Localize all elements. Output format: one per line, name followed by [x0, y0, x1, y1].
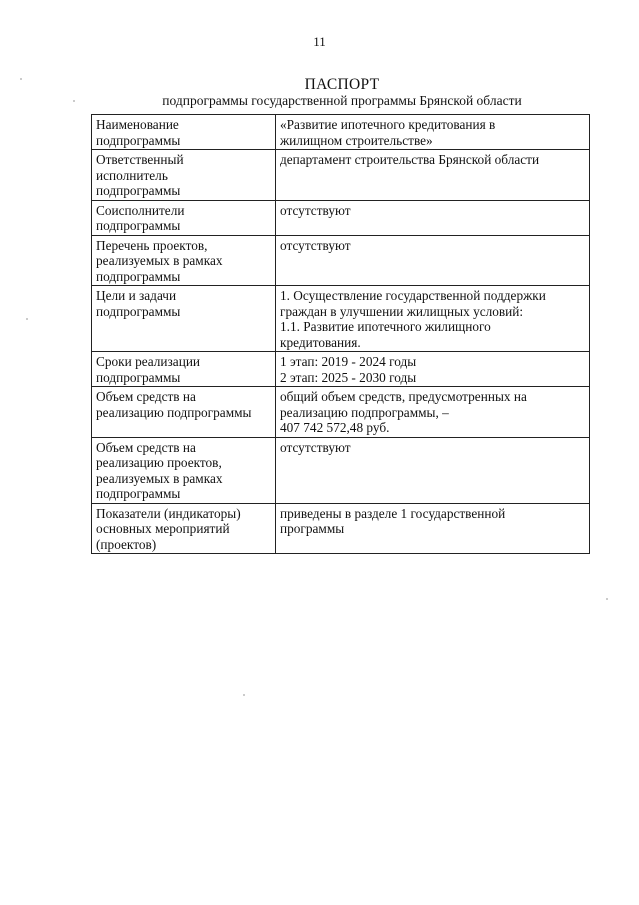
cell-text-line: Объем средств на: [96, 439, 196, 455]
scan-speck: [243, 694, 245, 696]
row-value-cell: [276, 150, 590, 201]
passport-row: [92, 387, 590, 438]
passport-row: [92, 437, 590, 503]
cell-text-line: Соисполнители: [96, 202, 185, 218]
cell-text-line: Сроки реализации: [96, 354, 201, 369]
cell-text-line: подпрограммы: [96, 369, 181, 385]
row-label-cell: [92, 437, 276, 503]
document-title: ПАСПОРТ: [304, 76, 380, 93]
cell-text-line: 2 этап: 2025 - 2030 годы: [280, 369, 417, 385]
cell-text-line: отсутствуют: [280, 237, 351, 253]
document-subtitle: подпрограммы государственной программы Брянской области: [162, 93, 522, 108]
row-value-cell: [276, 200, 590, 235]
row-label-cell: [92, 503, 276, 554]
cell-text-line: отсутствуют: [280, 439, 351, 455]
row-label-cell: [92, 150, 276, 201]
passport-row: [92, 286, 590, 352]
scan-speck: [606, 598, 608, 600]
cell-text-line: исполнитель: [96, 167, 168, 183]
scan-speck: [20, 78, 22, 80]
scan-speck: [73, 100, 75, 102]
cell-text-line: Объем средств на: [96, 389, 196, 404]
cell-text-line: реализацию подпрограммы, –: [280, 404, 449, 420]
cell-text-line: 407 742 572,48 руб.: [280, 420, 390, 435]
cell-text-line: реализуемых в рамках: [96, 470, 223, 486]
row-value-cell: [276, 437, 590, 503]
row-value-cell: [276, 387, 590, 438]
cell-text-line: программы: [280, 521, 345, 536]
passport-row: [92, 150, 590, 201]
row-value-cell: [276, 286, 590, 352]
passport-row: [92, 115, 590, 150]
passport-row: [92, 235, 590, 286]
cell-text-line: подпрограммы: [96, 132, 181, 148]
cell-text-line: Наименование: [96, 117, 179, 132]
cell-text-line: 1 этап: 2019 - 2024 годы: [280, 354, 417, 369]
row-label-cell: [92, 387, 276, 438]
cell-text-line: «Развитие ипотечного кредитования в: [280, 117, 496, 132]
row-label-cell: [92, 115, 276, 150]
row-value-cell: [276, 503, 590, 554]
cell-text-line: подпрограммы: [96, 303, 181, 319]
cell-text-line: реализацию подпрограммы: [96, 404, 252, 420]
cell-text-line: 1. Осуществление государственной поддержки: [280, 288, 546, 303]
cell-text-line: департамент строительства Брянской области: [280, 152, 540, 167]
passport-row: [92, 200, 590, 235]
cell-text-line: реализацию проектов,: [96, 455, 222, 470]
row-label-cell: [92, 352, 276, 387]
cell-text-line: подпрограммы: [96, 486, 181, 501]
cell-text-line: 1.1. Развитие ипотечного жилищного: [280, 319, 491, 334]
row-label-cell: [92, 235, 276, 286]
cell-text-line: Ответственный: [96, 152, 184, 167]
cell-text-line: отсутствуют: [280, 202, 351, 218]
cell-text-line: реализуемых в рамках: [96, 253, 223, 268]
cell-text-line: подпрограммы: [96, 268, 181, 284]
page-number: 11: [313, 34, 326, 49]
row-value-cell: [276, 235, 590, 286]
passport-table-body: [92, 115, 590, 554]
cell-text-line: (проектов): [96, 536, 157, 552]
cell-text-line: граждан в улучшении жилищных условий:: [280, 303, 524, 319]
cell-text-line: Показатели (индикаторы): [96, 505, 241, 521]
row-value-cell: [276, 352, 590, 387]
passport-row: [92, 503, 590, 554]
cell-text-line: жилищном строительстве»: [280, 132, 433, 148]
cell-text-line: подпрограммы: [96, 218, 181, 233]
cell-text-line: Цели и задачи: [96, 288, 177, 303]
cell-text-line: основных мероприятий: [96, 521, 230, 536]
row-value-cell: [276, 115, 590, 150]
cell-text-line: приведены в разделе 1 государственной: [280, 505, 506, 521]
cell-text-line: подпрограммы: [96, 183, 181, 198]
row-label-cell: [92, 200, 276, 235]
passport-table: [91, 114, 590, 554]
cell-text-line: Перечень проектов,: [96, 237, 208, 253]
scan-speck: [26, 318, 28, 320]
cell-text-line: кредитования.: [280, 334, 361, 350]
passport-row: [92, 352, 590, 387]
row-label-cell: [92, 286, 276, 352]
cell-text-line: общий объем средств, предусмотренных на: [280, 389, 527, 404]
